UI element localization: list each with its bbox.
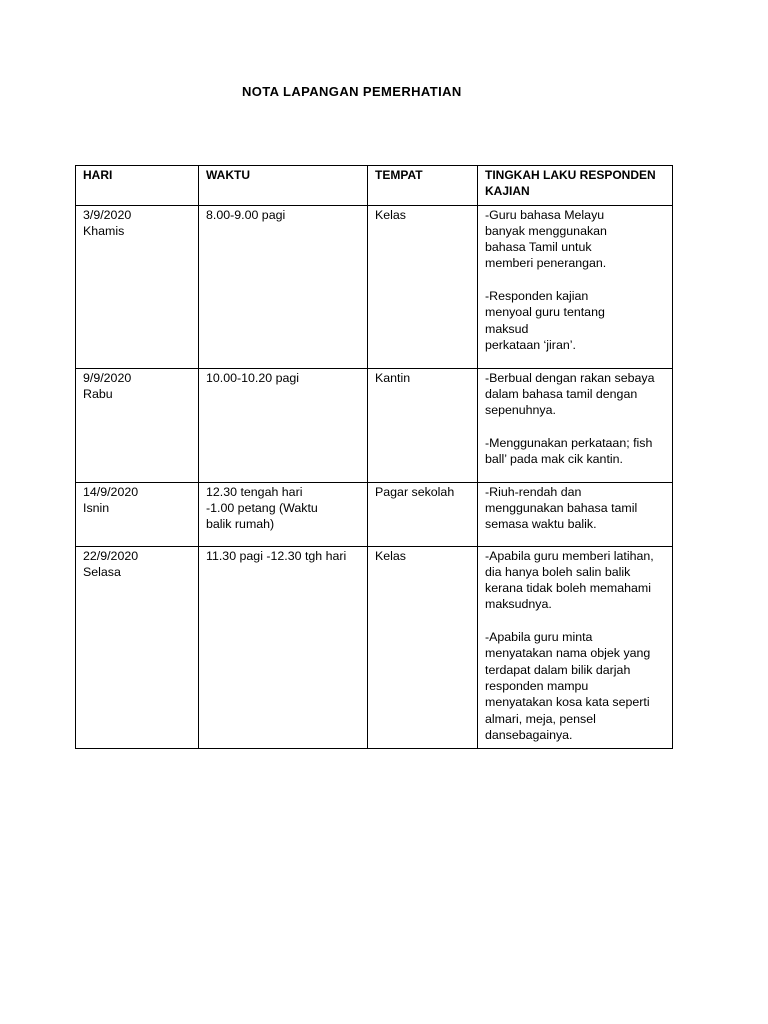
behaviour-line: perkataan ‘jiran’. <box>485 337 576 352</box>
cell-tingkah-laku <box>478 546 673 749</box>
row-day: Isnin <box>83 500 110 515</box>
behaviour-line: bahasa Tamil untuk <box>485 240 592 255</box>
row-date: 3/9/2020 <box>83 207 132 222</box>
behaviour-line: ball’ pada mak cik kantin. <box>485 452 623 467</box>
row-waktu-line: -1.00 petang (Waktu <box>206 500 318 515</box>
cell-waktu <box>199 546 368 749</box>
cell-waktu <box>199 205 368 368</box>
cell-tempat <box>368 205 478 368</box>
behaviour-line: dalam bahasa tamil dengan <box>485 386 638 401</box>
page-title: NOTA LAPANGAN PEMERHATIAN <box>242 84 462 99</box>
row-tempat: Kelas <box>375 207 406 222</box>
behaviour-line: menyatakan nama objek yang <box>485 646 651 661</box>
behaviour-paragraph <box>485 370 668 419</box>
table-row <box>76 368 673 482</box>
cell-waktu <box>199 368 368 482</box>
row-tempat: Pagar sekolah <box>375 484 455 499</box>
row-waktu-line: 10.00-10.20 pagi <box>206 370 300 385</box>
behaviour-line: -Berbual dengan rakan sebaya <box>485 370 655 385</box>
behaviour-line: sepenuhnya. <box>485 403 556 418</box>
header-tempat: TEMPAT <box>368 166 478 206</box>
cell-tempat <box>368 546 478 749</box>
behaviour-line: maksudnya. <box>485 597 552 612</box>
cell-tempat <box>368 368 478 482</box>
header-tingkah-line: KAJIAN <box>485 184 530 199</box>
cell-hari <box>76 368 199 482</box>
header-tingkah-line: TINGKAH LAKU RESPONDEN <box>485 168 656 182</box>
behaviour-paragraph <box>485 548 668 613</box>
row-waktu-line: 11.30 pagi -12.30 tgh hari <box>206 548 347 563</box>
behaviour-line: -Menggunakan perkataan; fish <box>485 435 653 450</box>
behaviour-line: -Riuh-rendah dan <box>485 484 582 499</box>
behaviour-line: menyoal guru tentang <box>485 305 605 320</box>
behaviour-line: -Apabila guru minta <box>485 630 593 645</box>
behaviour-line: terdapat dalam bilik darjah <box>485 662 631 677</box>
behaviour-line: kerana tidak boleh memahami <box>485 581 651 596</box>
row-tempat: Kantin <box>375 370 411 385</box>
behaviour-paragraph <box>485 435 668 468</box>
cell-waktu <box>199 482 368 546</box>
behaviour-paragraph <box>485 207 668 272</box>
observation-table <box>75 165 673 749</box>
table-row <box>76 546 673 749</box>
row-waktu-line: balik rumah) <box>206 517 275 532</box>
behaviour-line: banyak menggunakan <box>485 223 607 238</box>
row-day: Khamis <box>83 223 125 238</box>
cell-tempat <box>368 482 478 546</box>
behaviour-line: memberi penerangan. <box>485 256 607 271</box>
row-date: 9/9/2020 <box>83 370 132 385</box>
table-body <box>76 205 673 749</box>
row-date: 14/9/2020 <box>83 484 139 499</box>
row-tempat: Kelas <box>375 548 406 563</box>
cell-hari <box>76 205 199 368</box>
cell-hari <box>76 482 199 546</box>
cell-tingkah-laku <box>478 368 673 482</box>
table-header <box>76 166 673 206</box>
header-tingkah-laku <box>478 166 673 206</box>
behaviour-paragraph <box>485 484 668 533</box>
behaviour-line: almari, meja, pensel <box>485 711 596 726</box>
table-row <box>76 205 673 368</box>
header-hari: HARI <box>76 166 199 206</box>
behaviour-line: maksud <box>485 321 529 336</box>
behaviour-line: -Responden kajian <box>485 289 589 304</box>
cell-tingkah-laku <box>478 482 673 546</box>
behaviour-line: menggunakan bahasa tamil <box>485 500 638 515</box>
row-day: Rabu <box>83 386 113 401</box>
behaviour-line: dansebagainya. <box>485 727 573 742</box>
header-row <box>76 166 673 206</box>
cell-hari <box>76 546 199 749</box>
header-waktu: WAKTU <box>199 166 368 206</box>
row-waktu-line: 12.30 tengah hari <box>206 484 303 499</box>
cell-tingkah-laku <box>478 205 673 368</box>
behaviour-line: responden mampu <box>485 678 589 693</box>
behaviour-line: -Apabila guru memberi latihan, <box>485 548 654 563</box>
behaviour-line: -Guru bahasa Melayu <box>485 207 605 222</box>
row-date: 22/9/2020 <box>83 548 139 563</box>
behaviour-paragraph <box>485 288 668 353</box>
row-waktu-line: 8.00-9.00 pagi <box>206 207 286 222</box>
behaviour-line: menyatakan kosa kata seperti <box>485 695 650 710</box>
table-row <box>76 482 673 546</box>
row-day: Selasa <box>83 564 121 579</box>
behaviour-paragraph <box>485 629 668 743</box>
behaviour-line: semasa waktu balik. <box>485 517 597 532</box>
behaviour-line: dia hanya boleh salin balik <box>485 564 631 579</box>
